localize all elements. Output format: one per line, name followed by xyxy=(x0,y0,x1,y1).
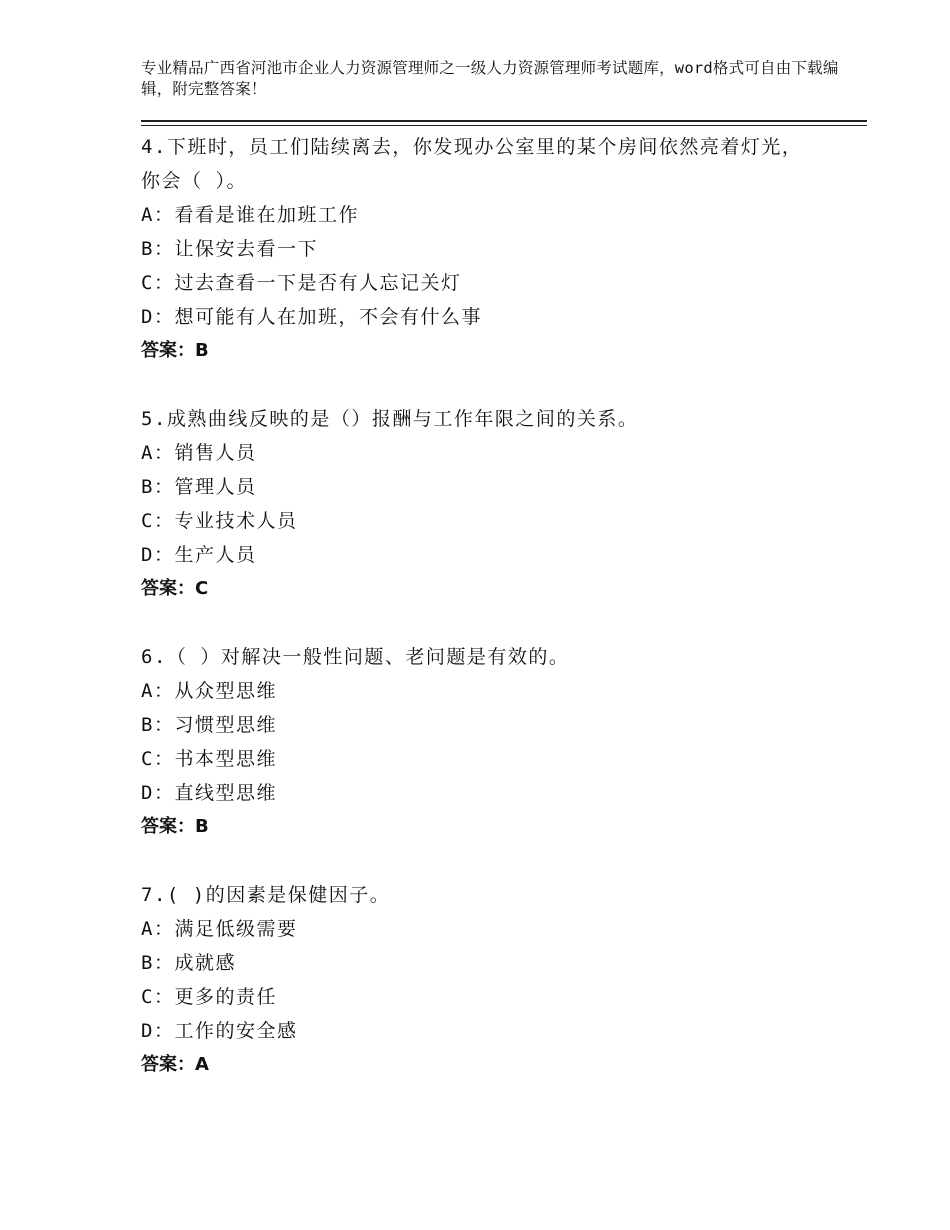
option-c: C：专业技术人员 xyxy=(141,510,298,532)
question-5 xyxy=(141,402,867,606)
header-divider-thin xyxy=(141,125,867,126)
option-b: B：习惯型思维 xyxy=(141,714,277,736)
answer-line: 答案：B xyxy=(141,816,209,837)
option-d: D：直线型思维 xyxy=(141,782,277,804)
question-stem: 6.（ ）对解决一般性问题、老问题是有效的。 xyxy=(141,646,570,668)
question-stem: 4.下班时，员工们陆续离去，你发现办公室里的某个房间依然亮着灯光，你会（ ）。 xyxy=(141,136,803,192)
option-a: A：看看是谁在加班工作 xyxy=(141,204,359,226)
option-b: B：成就感 xyxy=(141,952,236,974)
option-b: B：管理人员 xyxy=(141,476,257,498)
option-a: A：销售人员 xyxy=(141,442,257,464)
answer-line: 答案：C xyxy=(141,578,209,599)
option-d: D：想可能有人在加班，不会有什么事 xyxy=(141,306,482,328)
question-6 xyxy=(141,640,867,844)
option-a: A：满足低级需要 xyxy=(141,918,298,940)
header-divider-thick xyxy=(141,120,867,122)
question-7 xyxy=(141,878,867,1082)
option-c: C：书本型思维 xyxy=(141,748,277,770)
question-4 xyxy=(141,130,867,368)
option-b: B：让保安去看一下 xyxy=(141,238,318,260)
answer-line: 答案：A xyxy=(141,1054,209,1075)
question-list xyxy=(141,130,867,1116)
option-d: D：生产人员 xyxy=(141,544,257,566)
document-header: 专业精品广西省河池市企业人力资源管理师之一级人力资源管理师考试题库，word格式可自由下载编辑，附完整答案！ xyxy=(141,59,839,98)
option-c: C：更多的责任 xyxy=(141,986,277,1008)
option-d: D：工作的安全感 xyxy=(141,1020,298,1042)
option-a: A：从众型思维 xyxy=(141,680,277,702)
answer-line: 答案：B xyxy=(141,340,209,361)
option-c: C：过去查看一下是否有人忘记关灯 xyxy=(141,272,462,294)
question-stem: 5.成熟曲线反映的是（）报酬与工作年限之间的关系。 xyxy=(141,408,639,430)
question-stem: 7.( )的因素是保健因子。 xyxy=(141,884,391,906)
